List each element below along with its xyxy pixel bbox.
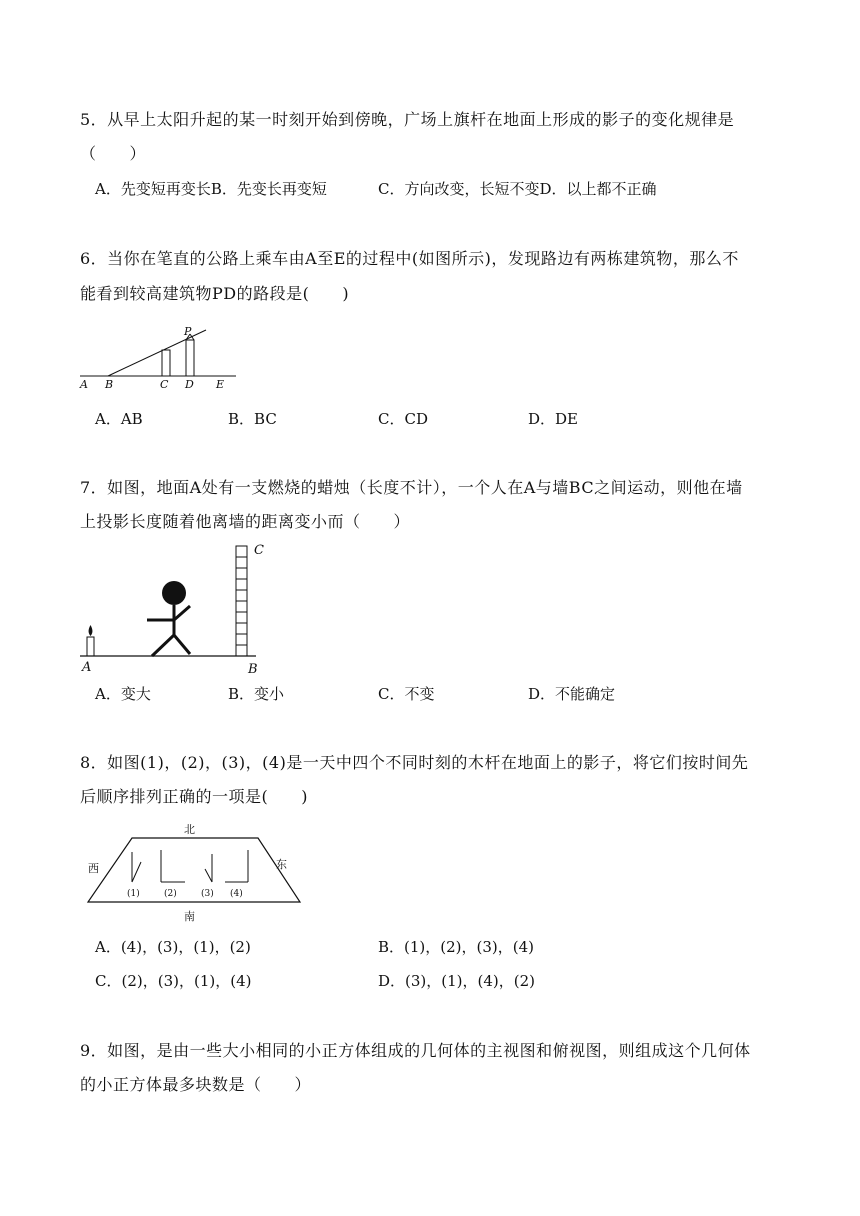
q8-option-c: C．(2)，(3)，(1)，(4) (95, 972, 252, 990)
q6-label-p: P (184, 325, 192, 338)
q9-stem-line-1: 9．如图，是由一些大小相同的小正方体组成的几何体的主视图和俯视图，则组成这个几何体 (80, 1041, 751, 1060)
q8-label-1: (1) (127, 889, 140, 899)
q7-label-a: A (82, 660, 92, 675)
q9-stem-line-2: 的小正方体最多块数是（ ） (80, 1075, 312, 1094)
q5-stem-line-2: （ ） (80, 144, 147, 163)
q8-label-4: (4) (230, 889, 243, 899)
q8-option-b: B．(1)，(2)，(3)，(4) (378, 938, 535, 956)
q8-stem-line-2: 后顺序排列正确的一项是( ) (80, 787, 308, 806)
q7-option-b: B．变小 (228, 685, 285, 703)
q7-option-d: D．不能确定 (528, 685, 616, 703)
q6-option-d: D．DE (528, 410, 579, 428)
q6-road-figure (78, 322, 238, 392)
q6-stem-line-2: 能看到较高建筑物PD的路段是( ) (80, 284, 350, 303)
q8-stem-line-1: 8．如图(1)，(2)，(3)，(4)是一天中四个不同时刻的木杆在地面上的影子，将它们按时间先 (80, 753, 749, 772)
q7-label-c: C (254, 543, 264, 558)
q8-option-d: D．(3)，(1)，(4)，(2) (378, 972, 536, 990)
q8-label-2: (2) (164, 889, 177, 899)
q6-label-d: D (185, 378, 194, 391)
q7-stem-line-1: 7．如图，地面A处有一支燃烧的蜡烛（长度不计），一个人在A与墙BC之间运动，则他在墙 (80, 478, 743, 497)
q8-label-north: 北 (184, 823, 195, 836)
q8-label-south: 南 (184, 910, 195, 923)
q7-option-a: A．变大 (95, 685, 151, 703)
q5-option-ab: A．先变短再变长B．先变长再变短 (95, 180, 327, 198)
q7-label-b: B (248, 662, 258, 677)
q8-option-a: A．(4)，(3)，(1)，(2) (95, 938, 251, 956)
q5-option-cd: C．方向改变，长短不变D．以上都不正确 (378, 180, 657, 198)
q6-option-b: B．BC (228, 410, 277, 428)
q6-label-c: C (160, 378, 169, 391)
q6-label-a: A (80, 378, 88, 391)
q8-label-3: (3) (201, 889, 214, 899)
q7-candle-wall-figure (78, 540, 278, 675)
q6-option-c: C．CD (378, 410, 428, 428)
q7-option-c: C．不变 (378, 685, 435, 703)
q5-stem-line-1: 5．从早上太阳升起的某一时刻开始到傍晚，广场上旗杆在地面上形成的影子的变化规律是 (80, 110, 735, 129)
q8-shadow-figure (84, 820, 306, 925)
q6-stem-line-1: 6．当你在笔直的公路上乘车由A至E的过程中(如图所示)，发现路边有两栋建筑物，那么不 (80, 249, 739, 268)
q7-stem-line-2: 上投影长度随着他离墙的距离变小而（ ） (80, 512, 411, 531)
q6-label-b: B (105, 378, 114, 391)
q8-label-east: 东 (276, 858, 287, 871)
q6-label-e: E (216, 378, 225, 391)
q6-option-a: A．AB (95, 410, 143, 428)
q8-label-west: 西 (88, 862, 99, 875)
